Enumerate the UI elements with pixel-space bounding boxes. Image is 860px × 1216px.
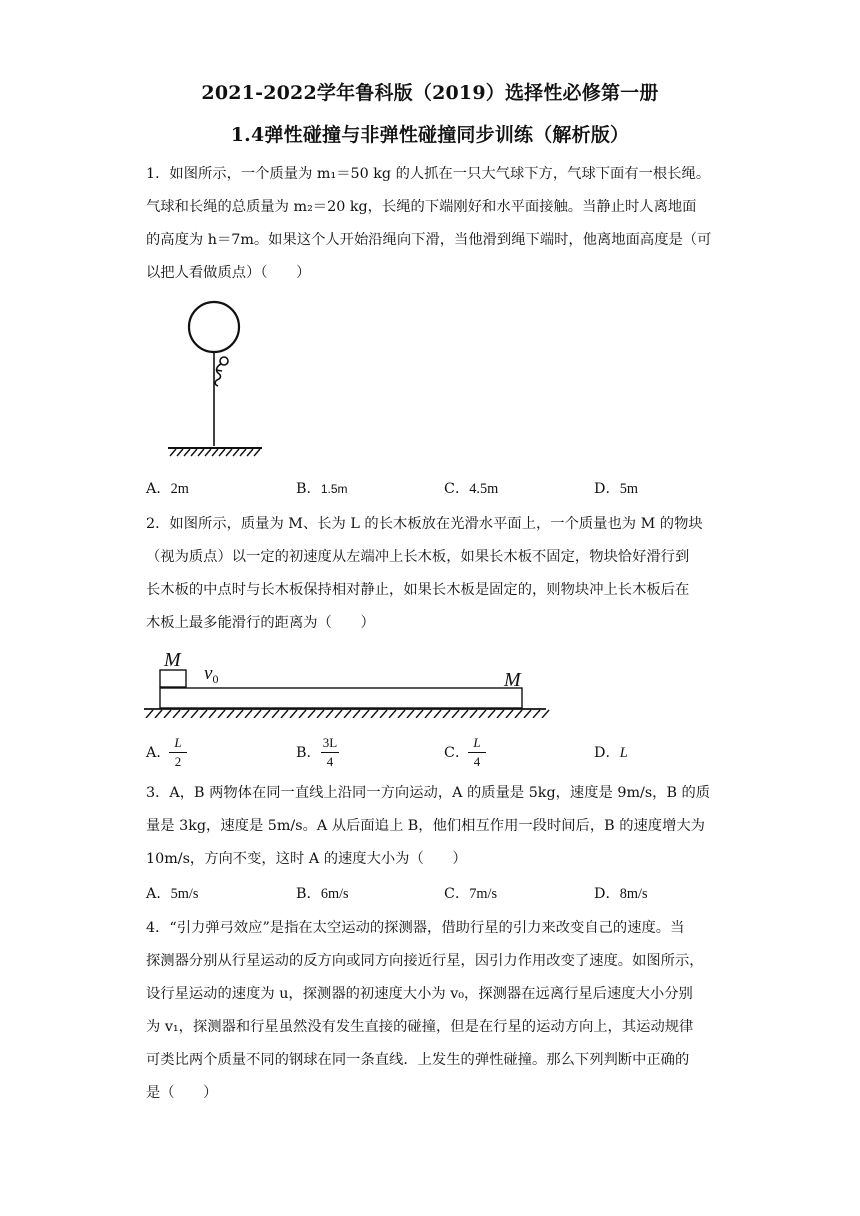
q3-option-c[interactable] — [444, 884, 497, 904]
q1-option-d[interactable] — [594, 479, 638, 499]
option-value: 4.5m — [469, 481, 499, 497]
fraction-denominator: 4 — [473, 754, 481, 769]
q2-option-d[interactable] — [594, 743, 628, 763]
fraction-numerator: 3L — [322, 735, 338, 750]
q1-option-c[interactable] — [444, 479, 498, 499]
q1-line-1: 1．如图所示，一个质量为 m₁＝50 kg 的人抓在一只大气球下方，气球下面有一根长绳。 — [146, 166, 711, 182]
fraction-numerator: L — [473, 735, 481, 750]
q3-option-b[interactable] — [296, 884, 349, 904]
option-value: 8m/s — [619, 886, 648, 902]
option-label: C． — [444, 481, 470, 497]
block-mass-label: M — [164, 649, 181, 671]
ground-hatch — [170, 449, 260, 456]
option-label: D． — [594, 886, 620, 902]
option-value: 5m/s — [170, 886, 199, 902]
option-label: A． — [146, 886, 171, 902]
title-line-2: 1.4弹性碰撞与非弹性碰撞同步训练（解析版） — [230, 124, 630, 146]
q3-line-2: 量是 3kg，速度是 5m/s。A 从后面追上 B，他们相互作用一段时间后，B 的速度增大为 — [146, 818, 705, 834]
board-mass-label: M — [504, 669, 521, 691]
option-label: B． — [296, 481, 321, 497]
balloon-figure — [160, 298, 270, 462]
q3-option-d[interactable] — [594, 884, 648, 904]
board-figure — [140, 646, 550, 718]
long-board — [160, 688, 522, 708]
velocity-label: $v_0$ — [204, 663, 219, 686]
option-value: 7m/s — [469, 886, 498, 902]
option-value: 2m — [170, 481, 189, 497]
q4-line-5: 可类比两个质量不同的钢球在同一条直线．上发生的弹性碰撞。那么下列判断中正确的 — [146, 1052, 690, 1068]
person-figure — [215, 357, 228, 386]
option-label: B． — [296, 886, 321, 902]
option-label: C． — [444, 886, 470, 902]
q4-line-6: 是（ ） — [146, 1085, 218, 1101]
q1-line-4: 以把人看做质点）（ ） — [146, 265, 311, 281]
title-line-1: 2021-2022学年鲁科版（2019）选择性必修第一册 — [201, 82, 659, 104]
fraction-denominator: 2 — [174, 754, 182, 769]
q3-line-3: 10m/s，方向不变，这时 A 的速度大小为（ ） — [146, 851, 467, 867]
floor-hatch — [146, 710, 549, 718]
q2-option-c-label[interactable]: C． — [444, 745, 470, 761]
option-value: 1.5m — [320, 482, 348, 496]
q1-option-a[interactable] — [146, 479, 189, 499]
q4-line-3: 设行星运动的速度为 u，探测器的初速度大小为 v₀，探测器在远离行星后速度大小分别 — [146, 986, 693, 1002]
q2-line-4: 木板上最多能滑行的距离为（ ） — [146, 615, 375, 631]
q4-line-1: 4．“引力弹弓效应”是指在太空运动的探测器，借助行星的引力来改变自己的速度。当 — [146, 920, 685, 936]
q2-option-a-fraction[interactable] — [166, 735, 190, 770]
q2-option-a-label[interactable]: A． — [146, 745, 171, 761]
q4-line-4: 为 v₁，探测器和行星虽然没有发生直接的碰撞，但是在行星的运动方向上，其运动规律 — [146, 1019, 694, 1035]
q2-line-3: 长木板的中点时与长木板保持相对静止，如果长木板是固定的，则物块冲上长木板后在 — [146, 582, 690, 598]
q4-line-2: 探测器分别从行星运动的反方向或同方向接近行星，因引力作用改变了速度。如图所示， — [146, 953, 704, 969]
q2-line-1: 2．如图所示，质量为 M、长为 L 的长木板放在光滑水平面上，一个质量也为 M 的物块 — [146, 516, 703, 532]
q1-line-2: 气球和长绳的总质量为 m₂＝20 kg，长绳的下端刚好和水平面接触。当静止时人离地面 — [146, 199, 697, 215]
option-value: L — [619, 745, 628, 761]
option-label: D． — [594, 481, 620, 497]
block — [160, 670, 186, 687]
q2-option-b-label[interactable]: B． — [296, 745, 321, 761]
balloon-circle — [189, 302, 239, 352]
fraction-denominator: 4 — [326, 754, 334, 769]
option-value: 6m/s — [320, 886, 349, 902]
q2-line-2: （视为质点）以一定的初速度从左端冲上长木板，如果长木板不固定，物块恰好滑行到 — [146, 549, 690, 565]
q1-line-3: 的高度为 h＝7m。如果这个人开始沿绳向下滑，当他滑到绳下端时，他离地面高度是（可 — [146, 232, 712, 248]
q1-option-b[interactable] — [296, 479, 348, 499]
option-value: 5m — [619, 481, 639, 497]
q2-option-b-fraction[interactable] — [318, 735, 342, 770]
q3-line-1: 3．A，B 两物体在同一直线上沿同一方向运动，A 的质量是 5kg，速度是 9m/s，B 的质 — [146, 785, 711, 801]
option-label: D． — [594, 745, 620, 761]
q3-option-a[interactable] — [146, 884, 198, 904]
fraction-numerator: L — [174, 735, 182, 750]
option-label: A． — [146, 481, 171, 497]
q2-option-c-fraction[interactable] — [465, 735, 489, 770]
